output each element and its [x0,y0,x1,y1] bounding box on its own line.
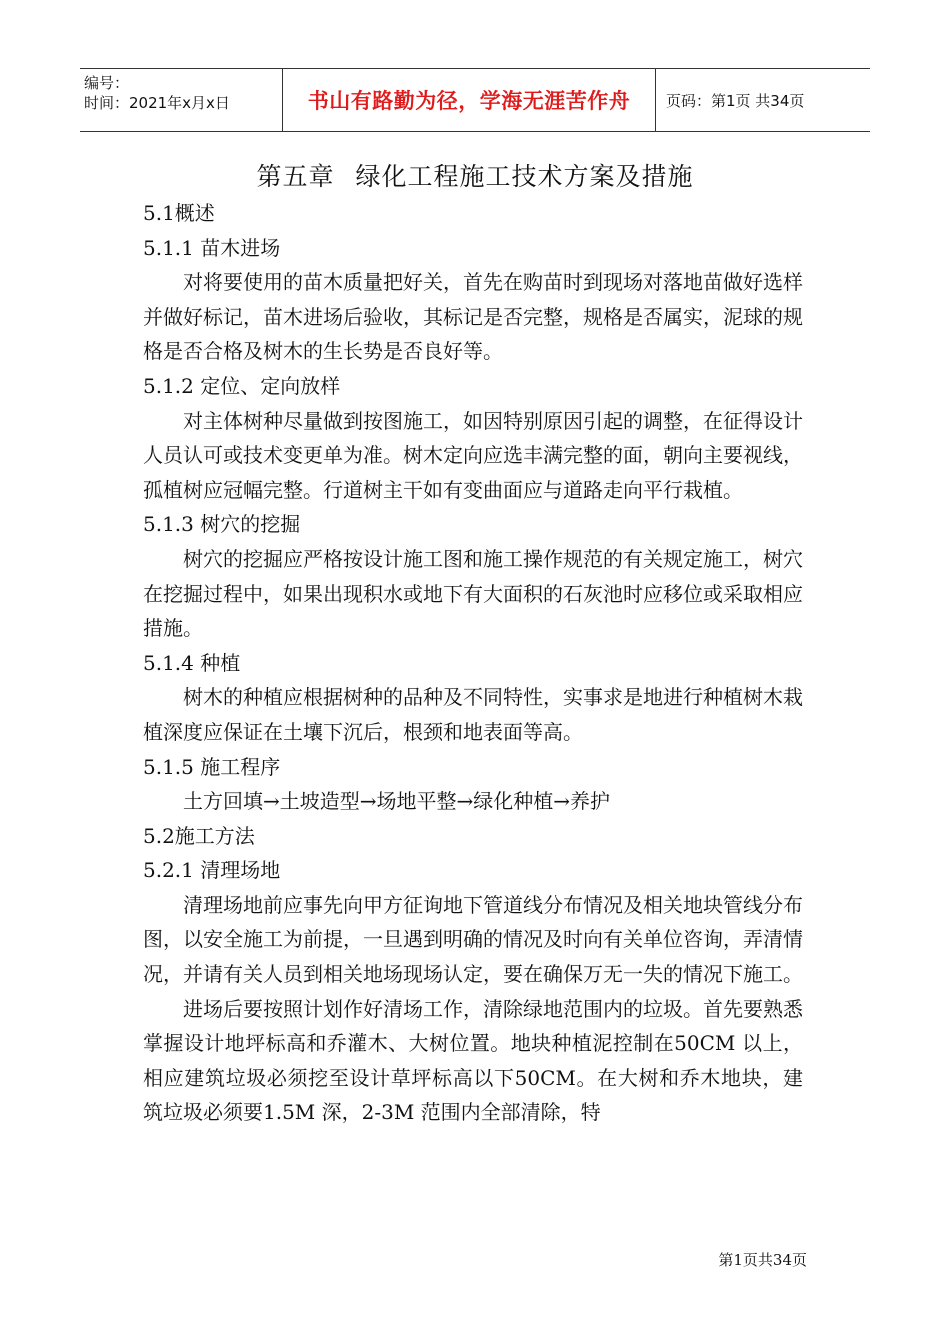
section-heading: 5.1.3 树穴的挖掘 [143,512,301,537]
section-heading: 5.1.4 种植 [143,650,241,675]
document-body [143,196,803,1130]
chapter-name: 绿化工程施工技术方案及措施 [355,162,694,191]
section-heading: 5.1概述 [143,201,215,225]
paragraph: 清理场地前应事先向甲方征询地下管道线分布情况及相关地块管线分布图，以安全施工为前提，一旦遇到明确的情况及时向有关单位咨询，弄清情况，并请有关人员到相关地场现场认定，要在确保万无一失的情况下施工。 [143,892,803,987]
section-heading: 5.1.1 苗木进场 [143,235,281,260]
section-heading: 5.2.1 清理场地 [143,858,281,883]
paragraph: 对将要使用的苗木质量把好关，首先在购苗时到现场对落地苗做好选样并做好标记，苗木进场后验收，其标记是否完整，规格是否属实，泥球的规格是否合格及树木的生长势是否良好等。 [143,270,803,364]
header-motto: 书山有路勤为径，学海无涯苦作舟 [307,89,631,113]
paragraph: 对主体树种尽量做到按图施工，如因特别原因引起的调整，在征得设计人员认可或技术变更单为准。树木定向应选丰满完整的面，朝向主要视线，孤植树应冠幅完整。行道树主干如有变曲面应与道路走向平行栽植。 [143,408,803,502]
page-footer: 第1页共34页 [718,1251,807,1269]
header-motto-cell [283,69,656,131]
section-heading: 5.1.5 施工程序 [143,754,281,779]
paragraph: 进场后要按照计划作好清场工作，清除绿地范围内的垃圾。首先要熟悉掌握设计地坪标高和乔灌木、大树位置。地块种植泥控制在50CM 以上，相应建筑垃圾必须挖至设计草坪标高以下50CM。在大树和乔木地块，建筑垃圾必须要1.5M 深，2-3M 范围内全部清除，特 [143,996,803,1125]
document-date-label: 时间：2021年x月x日 [84,94,230,112]
header-page-cell [656,69,870,131]
document-header [80,68,870,132]
paragraph: 树穴的挖掘应严格按设计施工图和施工操作规范的有关规定施工，树穴在挖掘过程中，如果出现积水或地下有大面积的石灰池时应移位或采取相应措施。 [143,546,803,641]
document-code-label: 编号： [84,74,130,92]
chapter-title [0,157,950,193]
section-heading: 5.2施工方法 [143,823,255,848]
header-page-number: 页码：第1页 共34页 [666,91,805,110]
chapter-number: 第五章 [256,162,335,191]
header-meta [80,69,283,131]
paragraph: 树木的种植应根据树种的品种及不同特性，实事求是地进行种植树木栽植深度应保证在土壤下沉后，根颈和地表面等高。 [143,685,803,744]
section-heading: 5.1.2 定位、定向放样 [143,373,341,398]
paragraph: 土方回填→土坡造型→场地平整→绿化种植→养护 [183,789,611,814]
